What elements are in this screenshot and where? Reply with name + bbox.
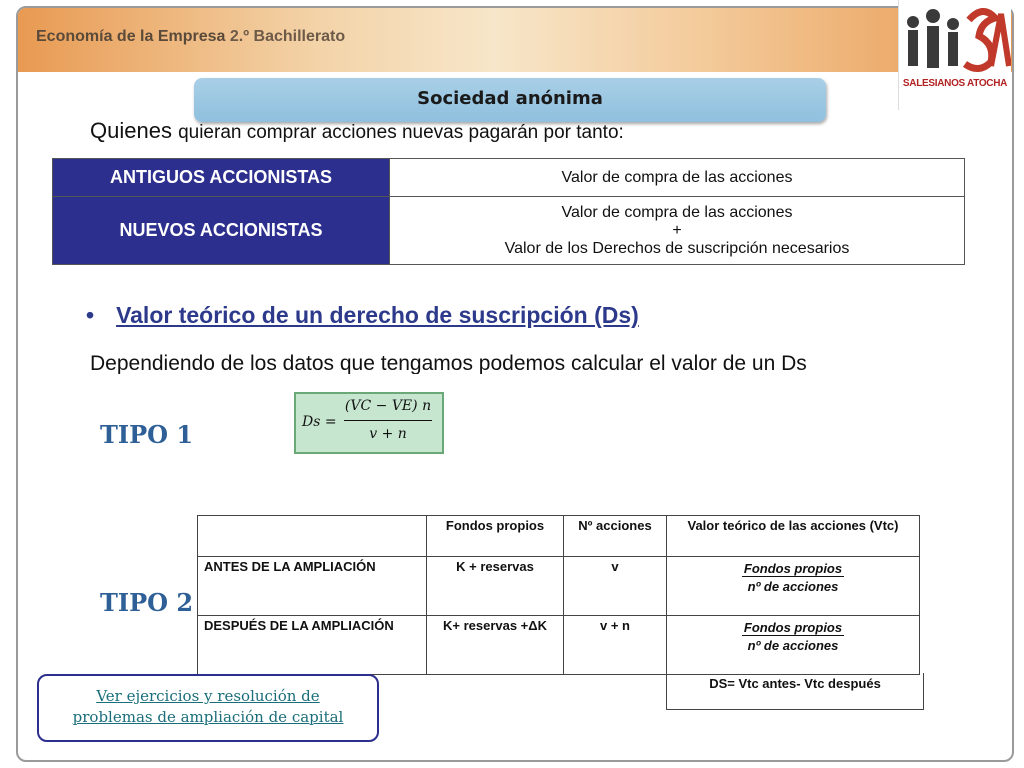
header-cell: Nº acciones: [564, 516, 667, 557]
intro-colon: :: [618, 122, 624, 143]
vtc-cell: [667, 557, 920, 616]
formula-denominator: v + n: [369, 426, 407, 442]
logo-text: SALESIANOS ATOCHA: [902, 78, 1008, 89]
acciones-cell: v + n: [564, 616, 667, 675]
course-title-subject: de la Empresa: [116, 28, 226, 45]
header-bar: [18, 8, 1012, 72]
intro-word: Quienes: [90, 118, 172, 143]
capital-increase-table: [197, 515, 920, 675]
bullet-heading-link[interactable]: Valor teórico de un derecho de suscripción (Ds): [116, 302, 639, 328]
intro-rest: quieran comprar acciones nuevas pagarán por tanto: [178, 122, 619, 143]
salesianos-logo: [898, 0, 1011, 110]
course-title: [36, 28, 345, 46]
logo-figures-icon: [899, 0, 1011, 78]
fondos-cell: K+ reservas +ΔK: [427, 616, 564, 675]
vtc-numerator: Fondos propios: [743, 620, 843, 635]
vtc-denominator: nº de acciones: [747, 579, 839, 594]
table-row: [53, 159, 965, 197]
formula-numerator: (VC − VE) n: [344, 398, 432, 414]
tipo2-label: TIPO 2: [100, 588, 194, 617]
link-line[interactable]: problemas de ampliación de capital: [72, 708, 344, 726]
link-line[interactable]: Ver ejercicios y resolución de: [96, 687, 320, 705]
value-line: Valor de compra de las acciones: [561, 168, 793, 186]
section-title: Sociedad anónima: [417, 88, 603, 109]
section-title-pill: [194, 78, 826, 122]
depend-text: Dependiendo de los datos que tengamos podemos calcular el valor de un Ds: [90, 352, 807, 374]
vtc-fraction: [742, 620, 844, 653]
header-cell: [198, 516, 427, 557]
exercises-link[interactable]: [39, 676, 377, 728]
vtc-numerator: Fondos propios: [743, 561, 843, 576]
table-header-row: [198, 516, 920, 557]
row-label: NUEVOS ACCIONISTAS: [53, 197, 390, 265]
intro-text: [90, 118, 624, 144]
course-title-level: 2.º Bachillerato: [229, 28, 346, 45]
exercises-link-box[interactable]: [37, 674, 379, 742]
shareholders-table: [52, 158, 965, 265]
value-plus: +: [672, 221, 682, 239]
fondos-cell: K + reservas: [427, 557, 564, 616]
table-row: [198, 557, 920, 616]
ds-formula-box: [294, 392, 444, 454]
row-value: [390, 159, 965, 197]
vtc-fraction: [742, 561, 844, 594]
tipo1-label: TIPO 1: [100, 420, 194, 449]
row-label: DESPUÉS DE LA AMPLIACIÓN: [198, 616, 427, 675]
header-cell: Fondos propios: [427, 516, 564, 557]
course-title-word: Economía: [36, 28, 113, 45]
ds-difference-formula: DS= Vtc antes- Vtc después: [666, 673, 924, 710]
value-line: Valor de los Derechos de suscripción necesarios: [504, 239, 850, 257]
row-value: [390, 197, 965, 265]
bullet-icon: •: [86, 302, 95, 328]
row-label: ANTES DE LA AMPLIACIÓN: [198, 557, 427, 616]
fraction-bar: [344, 420, 432, 421]
header-cell: Valor teórico de las acciones (Vtc): [667, 516, 920, 557]
table-row: [198, 616, 920, 675]
acciones-cell: v: [564, 557, 667, 616]
bullet-heading: [86, 302, 639, 329]
formula-lhs: Ds =: [302, 414, 337, 430]
row-label: ANTIGUOS ACCIONISTAS: [53, 159, 390, 197]
vtc-denominator: nº de acciones: [747, 638, 839, 653]
table-row: [53, 197, 965, 265]
vtc-cell: [667, 616, 920, 675]
value-line: Valor de compra de las acciones: [561, 203, 793, 221]
